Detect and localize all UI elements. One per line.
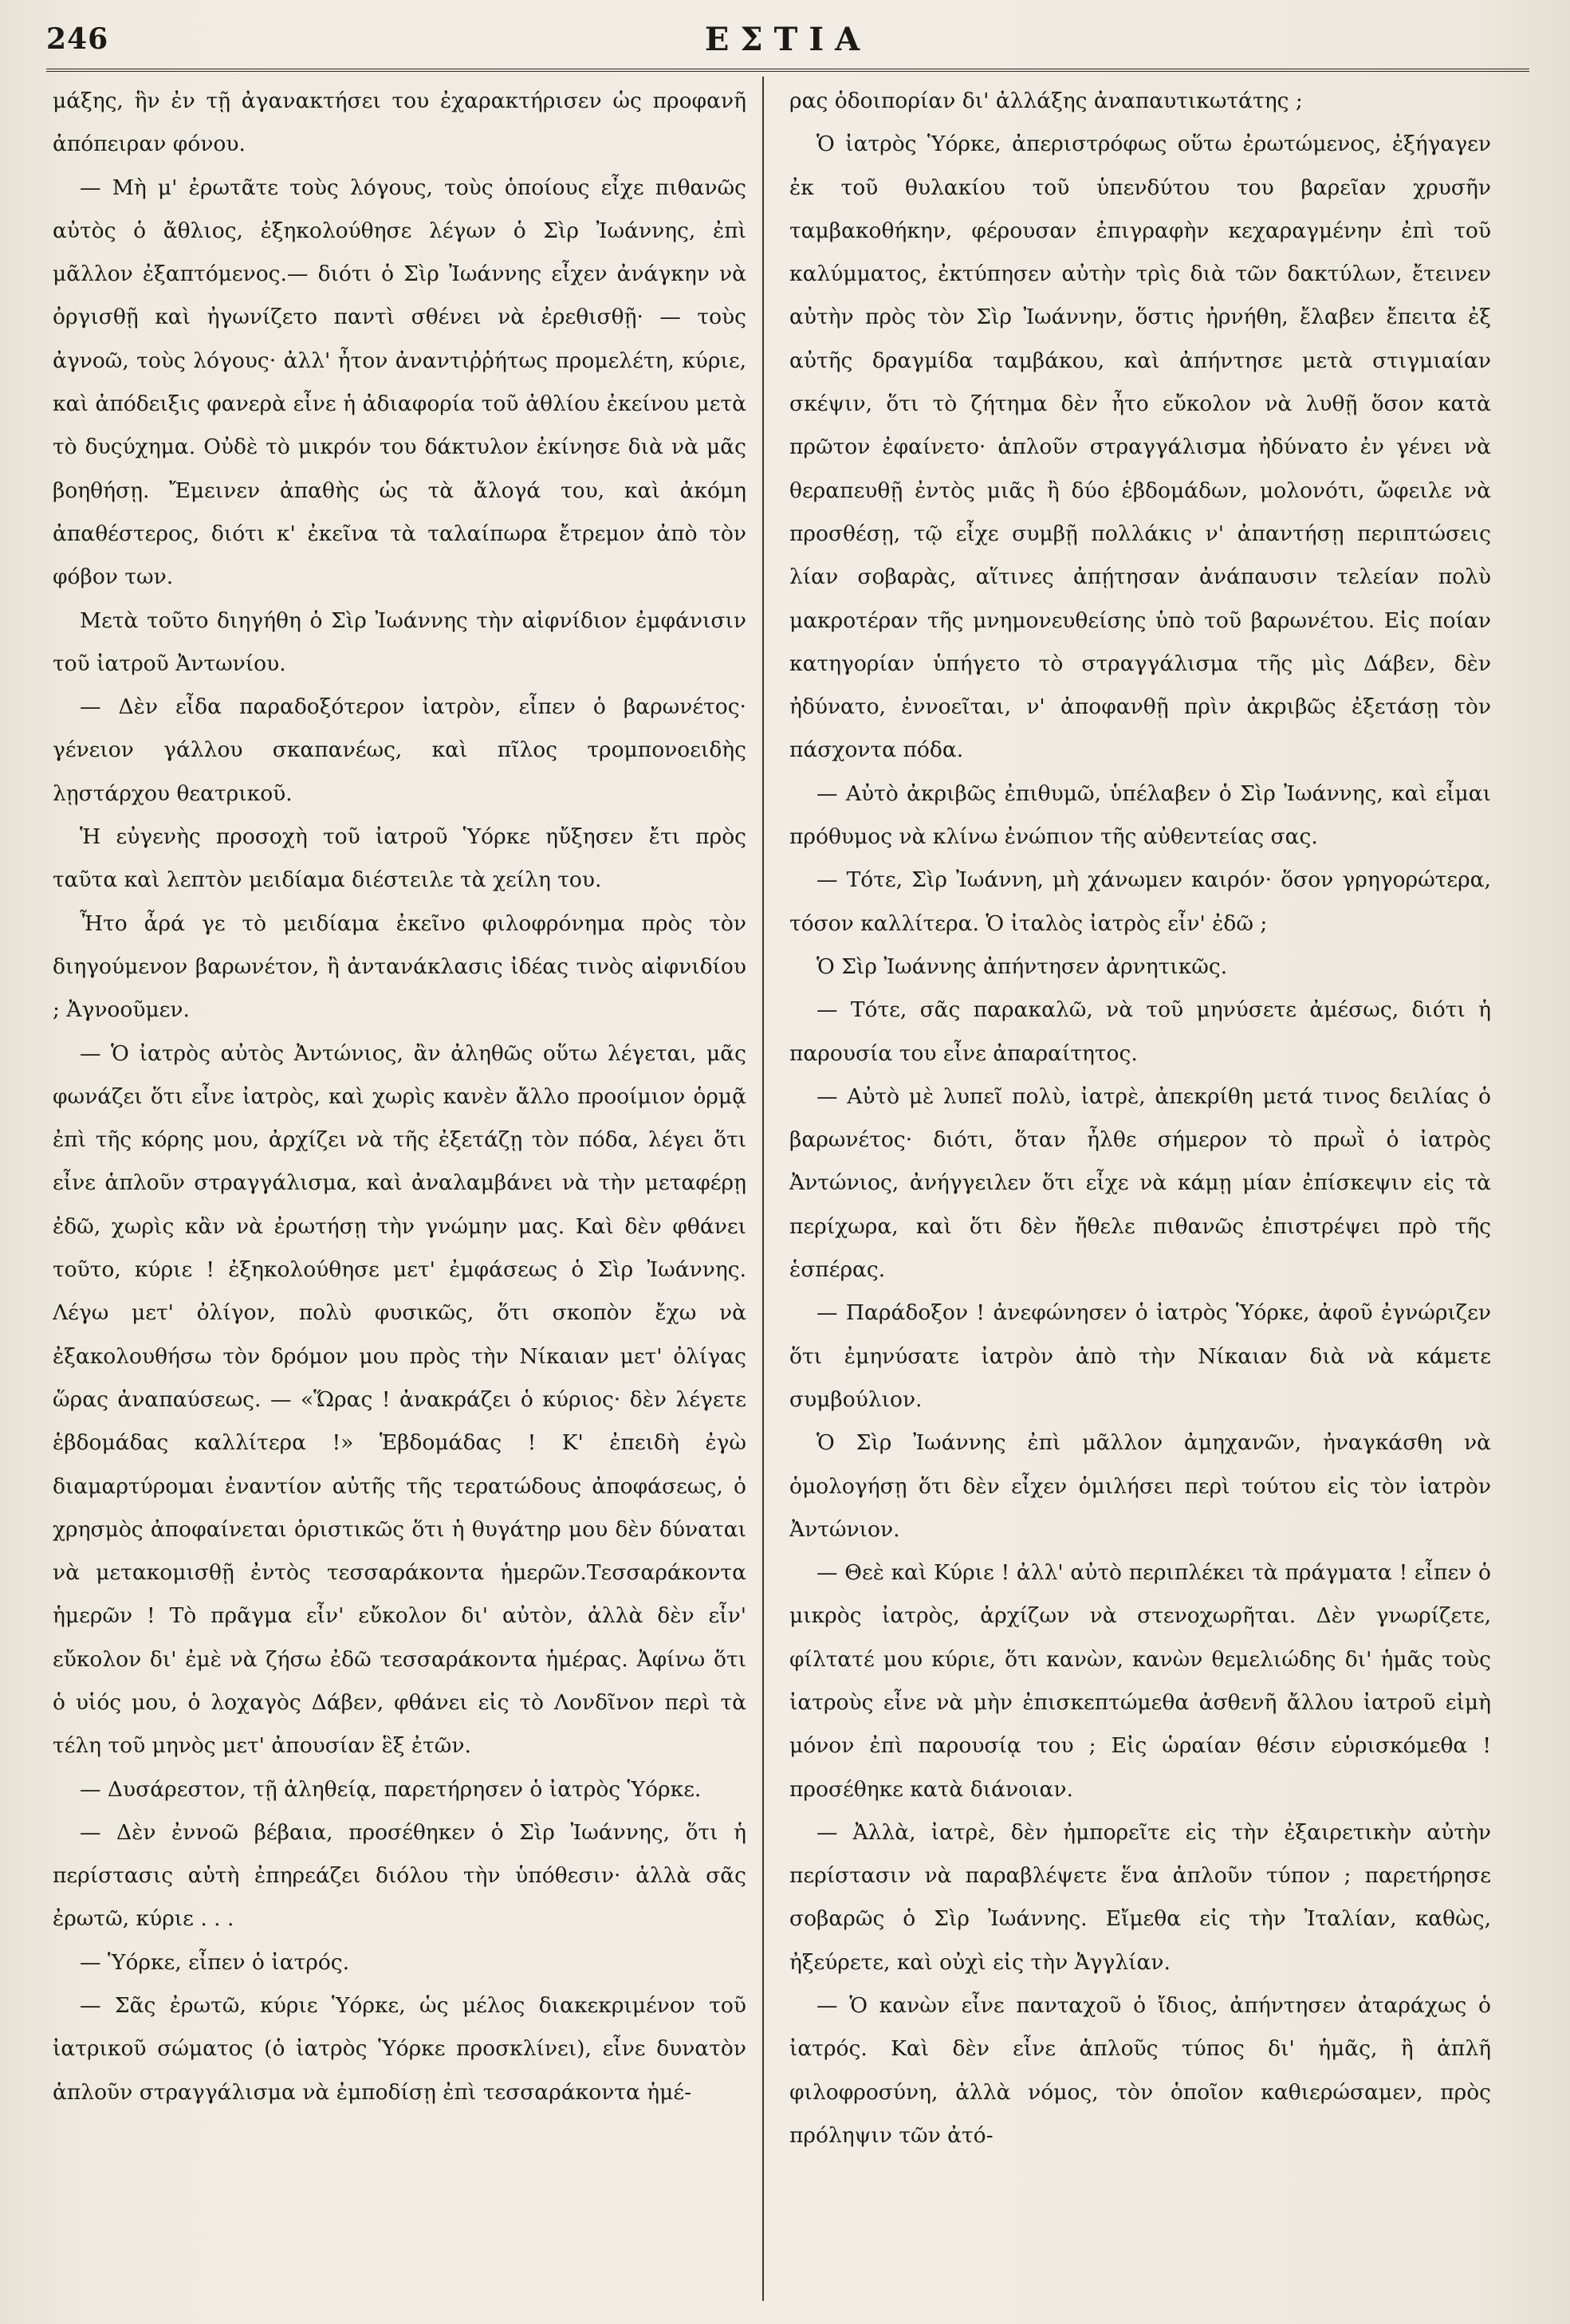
paragraph: Ὁ Σὶρ Ἰωάννης ἀπήντησεν ἀρνητικῶς. — [816, 954, 1228, 979]
right-column — [789, 80, 1491, 2312]
page-number: 246 — [46, 22, 109, 56]
paragraph: — Δυσάρεστον, τῇ ἀληθείᾳ, παρετήρησεν ὁ ἰατρὸς Ὑόρκε. — [80, 1776, 702, 1802]
journal-title: ΕΣΤΙΑ — [704, 21, 872, 58]
page-header — [46, 18, 1529, 65]
paragraph: μάξης, ἣν ἐν τῇ ἀγανακτήσει του ἐχαρακτήρισεν ὡς προφανῆ ἀπόπειραν φόνου. — [53, 88, 746, 157]
column-divider — [762, 77, 764, 2301]
paragraph: Μετὰ τοῦτο διηγήθη ὁ Σὶρ Ἰωάννης τὴν αἰφνίδιον ἐμφάνισιν τοῦ ἰατροῦ Ἀντωνίου. — [53, 608, 746, 676]
paragraph: — Ὁ ἰατρὸς αὐτὸς Ἀντώνιος, ἂν ἀληθῶς οὕτω λέγεται, μᾶς φωνάζει ὅτι εἶνε ἰατρὸς, καὶ χωρὶς κανὲν ἄλλο προοίμιον ὁρμᾷ ἐπὶ τῆς κόρης μου, ἀρχίζει νὰ τῆς ἐξετάζῃ τὸν πόδα, λέγει ὅτι εἶνε ἁπλοῦν στραγγάλισμα, καὶ ἀναλαμβάνει νὰ τὴν μεταφέρῃ ἐδῶ, χωρὶς κἂν νὰ ἐρωτήσῃ τὴν γνώμην μας. Καὶ δὲν φθάνει τοῦτο, κύριε ! ἐξηκολούθησε μετ' ἐμφάσεως ὁ Σὶρ Ἰωάννης. Λέγω μετ' ὀλίγον, πολὺ φυσικῶς, ὅτι σκοπὸν ἔχω νὰ ἐξακολουθήσω τὸν δρόμον μου πρὸς τὴν Νίκαιαν μετ' ὀλίγας ὥρας ἀναπαύσεως. — «Ὥρας ! ἀνακράζει ὁ κύριος· δὲν λέγετε ἑβδομάδας καλλίτερα !» Ἑβδομάδας ! Κ' ἐπειδὴ ἐγὼ διαμαρτύρομαι ἐναντίον αὐτῆς τῆς τερατώδους ἀποφάσεως, ὁ χρησμὸς ἀποφαίνεται ὁριστικῶς ὅτι ἡ θυγάτηρ μου δὲν δύναται νὰ μετακομισθῇ ἐντὸς τεσσαράκοντα ἡμερῶν.Τεσσαράκοντα ἡμερῶν ! Τὸ πρᾶγμα εἶν' εὔκολον δι' αὐτὸν, ἀλλὰ δὲν εἶν' εὔκολον δι' ἐμὲ νὰ ζήσω ἐδῶ τεσσαράκοντα ἡμέρας. Ἀφίνω ὅτι ὁ υἱός μου, ὁ λοχαγὸς Δάβεν, φθάνει εἰς τὸ Λονδῖνον περὶ τὰ τέλη τοῦ μηνὸς μετ' ἀπουσίαν ἓξ ἐτῶν. — [53, 1040, 746, 1759]
paragraph: — Ὑόρκε, εἶπεν ὁ ἰατρός. — [80, 1949, 350, 1975]
paragraph: — Τότε, σᾶς παρακαλῶ, νὰ τοῦ μηνύσετε ἀμέσως, διότι ἡ παρουσία του εἶνε ἀπαραίτητος. — [789, 997, 1491, 1066]
left-column — [53, 80, 746, 2312]
paragraph: — Παράδοξον ! ἀνεφώνησεν ὁ ἰατρὸς Ὑόρκε, ἀφοῦ ἐγνώριζεν ὅτι ἐμηνύσατε ἰατρὸν ἀπὸ τὴν Νίκαιαν διὰ νὰ κάμετε συμβούλιον. — [789, 1300, 1491, 1412]
header-rule — [46, 69, 1529, 72]
paragraph: — Θεὲ καὶ Κύριε ! ἀλλ' αὐτὸ περιπλέκει τὰ πράγματα ! εἶπεν ὁ μικρὸς ἰατρὸς, ἀρχίζων νὰ στενοχωρῆται. Δὲν γνωρίζετε, φίλτατέ μου κύριε, ὅτι κανὼν, κανὼν θεμελιώδης δι' ἡμᾶς τοὺς ἰατροὺς εἶνε νὰ μὴν ἐπισκεπτώμεθα ἀσθενῆ ἄλλου ἰατροῦ εἰμὴ μόνον ἐπὶ παρουσίᾳ του ; Εἰς ὡραίαν θέσιν εὑρισκόμεθα ! προσέθηκε κατὰ διάνοιαν. — [789, 1560, 1491, 1802]
paragraph: — Δὲν ἐννοῶ βέβαια, προσέθηκεν ὁ Σὶρ Ἰωάννης, ὅτι ἡ περίστασις αὐτὴ ἐπηρεάζει διόλου τὴν ὑπόθεσιν· ἀλλὰ σᾶς ἐρωτῶ, κύριε . . . — [53, 1819, 746, 1932]
paragraph: — Μὴ μ' ἐρωτᾶτε τοὺς λόγους, τοὺς ὁποίους εἶχε πιθανῶς αὐτὸς ὁ ἄθλιος, ἐξηκολούθησε λέγων ὁ Σὶρ Ἰωάννης, ἐπὶ μᾶλλον ἐξαπτόμενος.— διότι ὁ Σὶρ Ἰωάννης εἶχεν ἀνάγκην νὰ ὀργισθῇ καὶ ἠγωνίζετο παντὶ σθένει νὰ ἐρεθισθῇ· — τοὺς ἀγνοῶ, τοὺς λόγους· ἀλλ' ἦτον ἀναντιῤῥήτως προμελέτη, κύριε, καὶ ἀπόδειξις φανερὰ εἶνε ἡ ἀδιαφορία τοῦ ἀθλίου ἐκείνου μετὰ τὸ δυςύχημα. Οὐδὲ τὸ μικρόν του δάκτυλον ἐκίνησε διὰ νὰ μᾶς βοηθήσῃ. Ἔμεινεν ἀπαθὴς ὡς τὰ ἄλογά του, καὶ ἀκόμη ἀπαθέστερος, διότι κ' ἐκεῖνα τὰ ταλαίπωρα ἔτρεμον ἀπὸ τὸν φόβον των. — [53, 175, 746, 590]
paragraph: — Ὁ κανὼν εἶνε πανταχοῦ ὁ ἴδιος, ἀπήντησεν ἀταράχως ὁ ἰατρός. Καὶ δὲν εἶνε ἁπλοῦς τύπος δι' ἡμᾶς, ἢ ἁπλῆ φιλοφροσύνη, ἀλλὰ νόμος, τὸν ὁποῖον καθιερώσαμεν, πρὸς πρόληψιν τῶν ἀτό- — [789, 1993, 1491, 2148]
paragraph: — Αὐτὸ ἀκριβῶς ἐπιθυμῶ, ὑπέλαβεν ὁ Σὶρ Ἰωάννης, καὶ εἶμαι πρόθυμος νὰ κλίνω ἐνώπιον τῆς αὐθεντείας σας. — [789, 781, 1491, 850]
paragraph: — Σᾶς ἐρωτῶ, κύριε Ὑόρκε, ὡς μέλος διακεκριμένον τοῦ ἰατρικοῦ σώματος (ὁ ἰατρὸς Ὑόρκε προσκλίνει), εἶνε δυνατὸν ἁπλοῦν στραγγάλισμα νὰ ἐμποδίσῃ ἐπὶ τεσσαράκοντα ἡμέ- — [53, 1993, 746, 2105]
paragraph: — Δὲν εἶδα παραδοξότερον ἰατρὸν, εἶπεν ὁ βαρωνέτος· γένειον γάλλου σκαπανέως, καὶ πῖλος τρομπονοειδὴς λῃστάρχου θεατρικοῦ. — [53, 694, 746, 806]
paragraph: — Ἀλλὰ, ἰατρὲ, δὲν ἠμπορεῖτε εἰς τὴν ἐξαιρετικὴν αὐτὴν περίστασιν νὰ παραβλέψετε ἕνα ἁπλοῦν τύπον ; παρετήρησε σοβαρῶς ὁ Σὶρ Ἰωάννης. Εἴμεθα εἰς τὴν Ἰταλίαν, καθὼς, ἠξεύρετε, καὶ οὐχὶ εἰς τὴν Ἀγγλίαν. — [789, 1819, 1491, 1975]
paragraph: Ὁ ἰατρὸς Ὑόρκε, ἀπεριστρόφως οὕτω ἐρωτώμενος, ἐξήγαγεν ἐκ τοῦ θυλακίου τοῦ ὑπενδύτου του βαρεῖαν χρυσῆν ταμβακοθήκην, φέρουσαν ἐπιγραφὴν κεχαραγμένην ἐπὶ τοῦ καλύμματος, ἐκτύπησεν αὐτὴν τρὶς διὰ τῶν δακτύλων, ἔτεινεν αὐτὴν πρὸς τὸν Σὶρ Ἰωάννην, ὅστις ἠρνήθη, ἔλαβεν ἔπειτα ἐξ αὐτῆς δραγμίδα ταμβάκου, καὶ ἀπήντησε μετὰ στιγμιαίαν σκέψιν, ὅτι τὸ ζήτημα δὲν ἦτο εὔκολον νὰ λυθῇ ὅσον κατὰ πρῶτον ἐφαίνετο· ἁπλοῦν στραγγάλισμα ἠδύνατο ἐν γένει νὰ θεραπευθῇ ἐντὸς μιᾶς ἢ δύο ἑβδομάδων, μολονότι, ὤφειλε νὰ προσθέσῃ, τῷ εἶχε συμβῇ πολλάκις ν' ἀπαντήσῃ περιπτώσεις λίαν σοβαρὰς, αἵτινες ἀπῄτησαν ἀνάπαυσιν τελείαν πολὺ μακροτέραν τῆς μνημονευθείσης ὑπὸ τοῦ βαρωνέτου. Εἰς ποίαν κατηγορίαν ὑπήγετο τὸ στραγγάλισμα τῆς μὶς Δάβεν, δὲν ἠδύνατο, ἐννοεῖται, ν' ἀποφανθῇ πρὶν ἀκριβῶς ἐξετάσῃ τὸν πάσχοντα πόδα. — [789, 132, 1491, 763]
paragraph: Ἡ εὐγενὴς προσοχὴ τοῦ ἰατροῦ Ὑόρκε ηὔξησεν ἔτι πρὸς ταῦτα καὶ λεπτὸν μειδίαμα διέστειλε τὰ χείλη του. — [53, 824, 746, 893]
paragraph: — Αὐτὸ μὲ λυπεῖ πολὺ, ἰατρὲ, ἀπεκρίθη μετά τινος δειλίας ὁ βαρωνέτος· διότι, ὅταν ἦλθε σήμερον τὸ πρωῒ ὁ ἰατρὸς Ἀντώνιος, ἀνήγγειλεν ὅτι εἶχε νὰ κάμῃ μίαν ἐπίσκεψιν εἰς τὰ περίχωρα, καὶ ὅτι δὲν ἤθελε πιθανῶς ἐπιστρέψει πρὸ τῆς ἑσπέρας. — [789, 1083, 1491, 1283]
paragraph: — Τότε, Σὶρ Ἰωάννη, μὴ χάνωμεν καιρόν· ὅσον γρηγορώτερα, τόσον καλλίτερα. Ὁ ἰταλὸς ἰατρὸς εἶν' ἐδῶ ; — [789, 867, 1491, 936]
paragraph: Ὁ Σὶρ Ἰωάννης ἐπὶ μᾶλλον ἀμηχανῶν, ἠναγκάσθη νὰ ὁμολογήσῃ ὅτι δὲν εἶχεν ὁμιλήσει περὶ τούτου εἰς τὸν ἰατρὸν Ἀντώνιον. — [789, 1430, 1491, 1542]
paragraph: ρας ὁδοιπορίαν δι' ἀλλάξης ἀναπαυτικωτάτης ; — [789, 88, 1303, 113]
paragraph: Ἦτο ἆρά γε τὸ μειδίαμα ἐκεῖνο φιλοφρόνημα πρὸς τὸν διηγούμενον βαρωνέτον, ἢ ἀντανάκλασις ἰδέας τινὸς αἰφνιδίου ; Ἀγνοοῦμεν. — [53, 910, 746, 1023]
